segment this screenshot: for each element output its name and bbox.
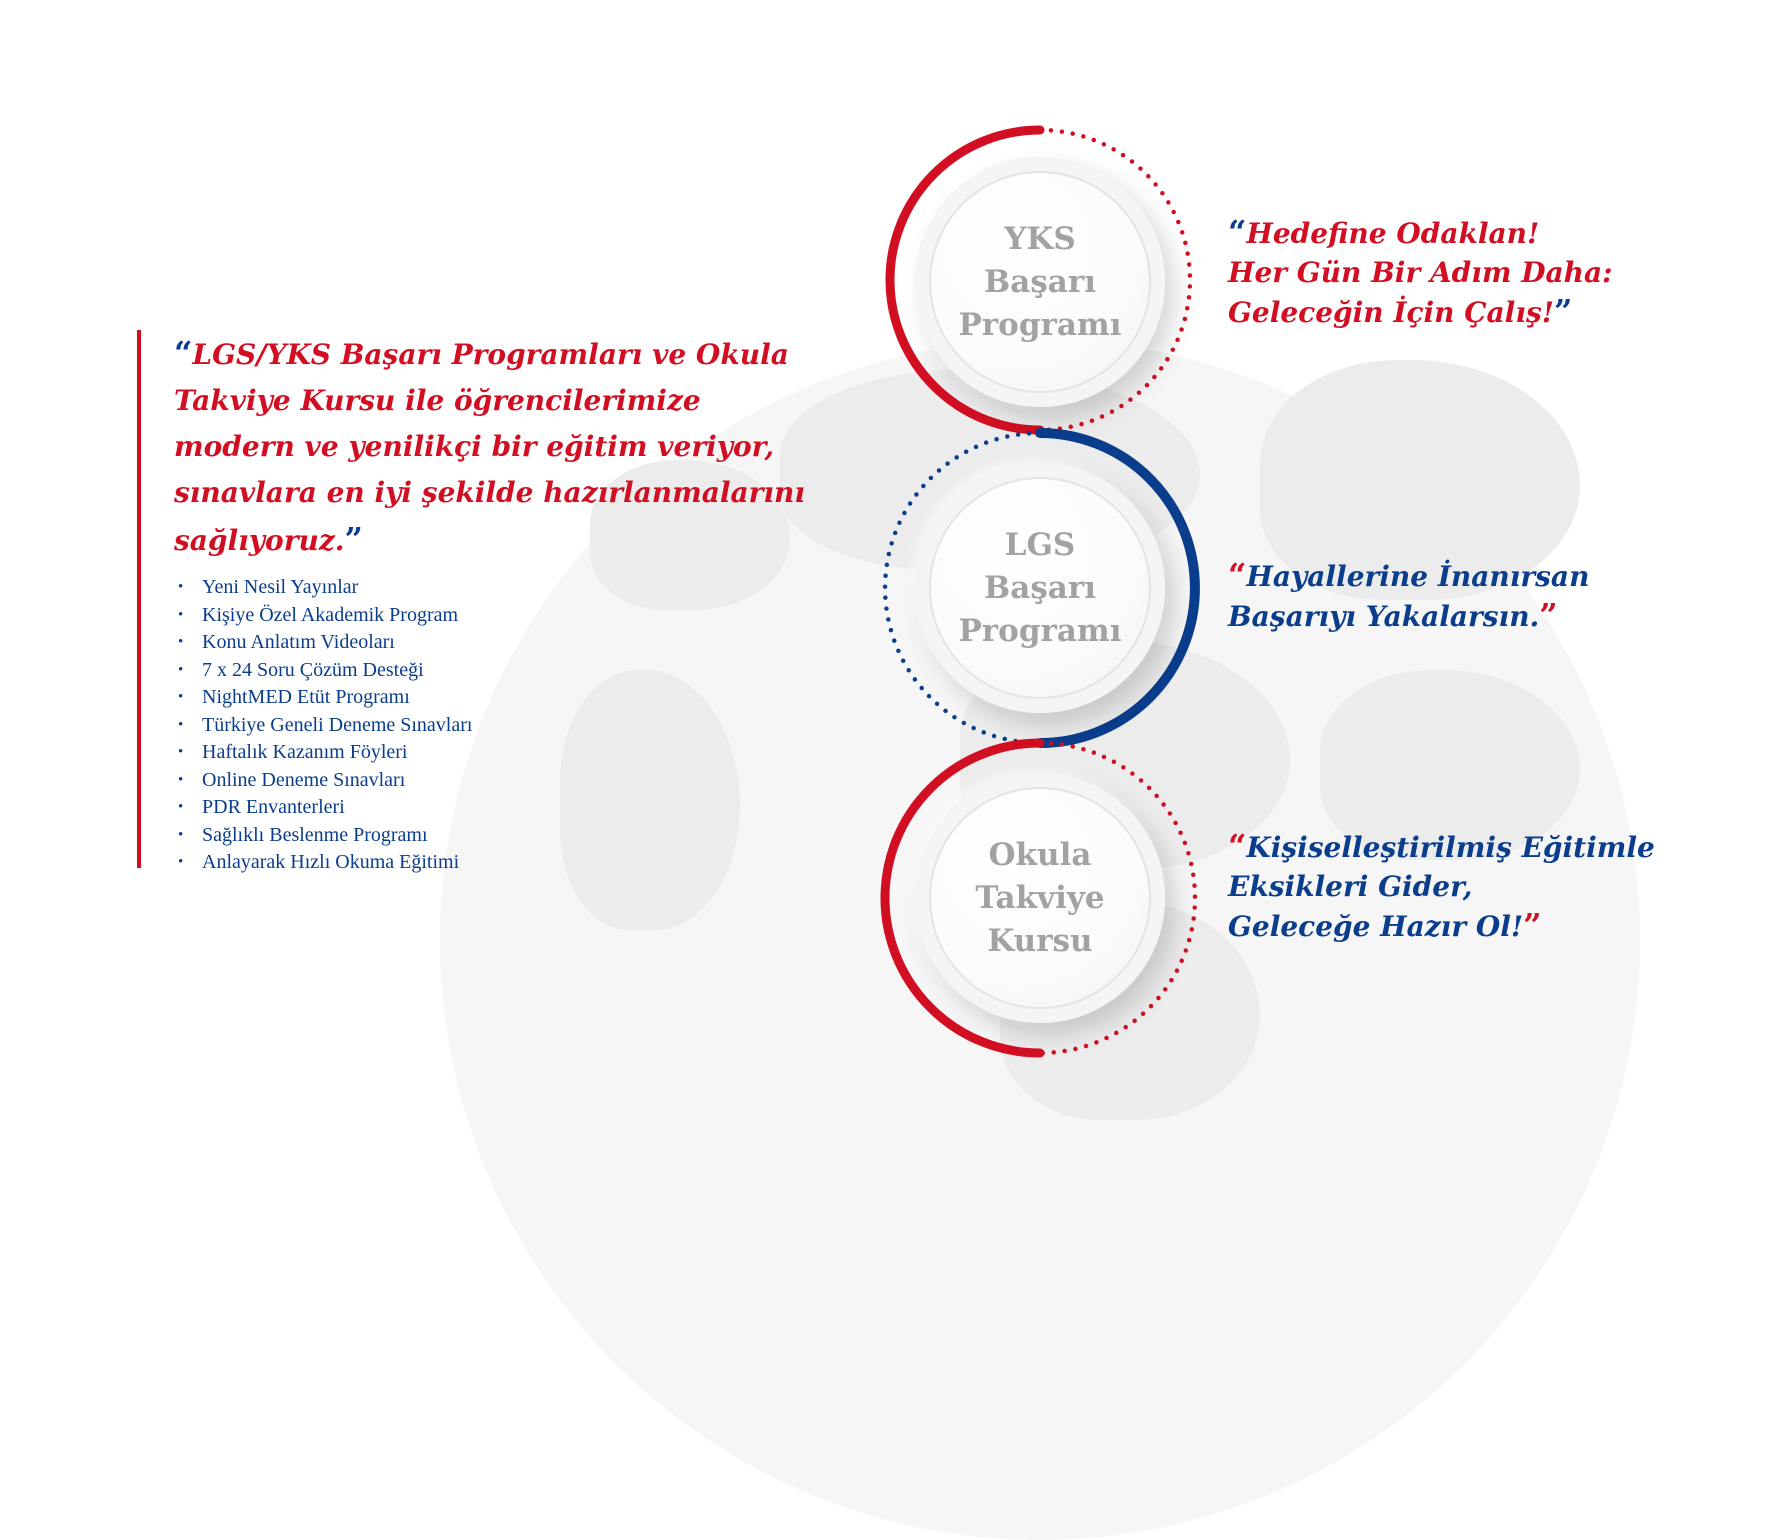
- intro-quote-text: LGS/YKS Başarı Programları ve Okula Takviye Kursu ile öğrencilerimize modern ve yenilikçi bir eğitim veriyor, sınavlara en iyi şekilde hazırlanmalarını sağlıyoruz.: [174, 338, 806, 557]
- feature-item: • Türkiye Geneli Deneme Sınavları: [174, 712, 817, 740]
- program-label: LGS Başarı Programı: [958, 526, 1122, 649]
- feature-item: • NightMED Etüt Programı: [174, 684, 817, 712]
- feature-list: [174, 574, 817, 877]
- program-label: YKS Başarı Programı: [958, 220, 1122, 343]
- feature-item: • PDR Envanterleri: [174, 794, 817, 822]
- program-label: Okula Takviye Kursu: [975, 836, 1105, 959]
- program-disc-yks: [915, 157, 1165, 407]
- feature-item: • Sağlıklı Beslenme Programı: [174, 822, 817, 850]
- feature-item: • Haftalık Kazanım Föyleri: [174, 739, 817, 767]
- open-quote-mark: “: [1228, 827, 1247, 865]
- close-quote-mark: ”: [1523, 906, 1542, 944]
- program-disc-okula: [915, 773, 1165, 1023]
- slogan-text: Hedefine Odaklan! Her Gün Bir Adım Daha: Geleceğin İçin Çalış!: [1228, 217, 1613, 329]
- open-quote-mark: “: [174, 334, 193, 372]
- slogan-text: Kişiselleştirilmiş Eğitimle Eksikleri Gider, Geleceğe Hazır Ol!: [1228, 831, 1655, 943]
- feature-item: • Konu Anlatım Videoları: [174, 629, 817, 657]
- close-quote-mark: ”: [344, 520, 363, 558]
- slogan-yks: [1228, 213, 1613, 332]
- open-quote-mark: “: [1228, 556, 1247, 594]
- feature-item: • Online Deneme Sınavları: [174, 767, 817, 795]
- feature-item: • Kişiye Özel Akademik Program: [174, 602, 817, 630]
- feature-item: • 7 x 24 Soru Çözüm Desteği: [174, 657, 817, 685]
- close-quote-mark: ”: [1554, 292, 1573, 330]
- intro-quote: [174, 330, 817, 564]
- close-quote-mark: ”: [1539, 596, 1558, 634]
- slogan-okula: [1228, 827, 1655, 946]
- feature-item: • Yeni Nesil Yayınlar: [174, 574, 817, 602]
- program-disc-lgs: [915, 463, 1165, 713]
- feature-item: • Anlayarak Hızlı Okuma Eğitimi: [174, 849, 817, 877]
- intro-block: [137, 330, 817, 873]
- slogan-lgs: [1228, 556, 1589, 636]
- slogan-text: Hayallerine İnanırsan Başarıyı Yakalarsın.: [1228, 560, 1590, 633]
- open-quote-mark: “: [1228, 213, 1247, 251]
